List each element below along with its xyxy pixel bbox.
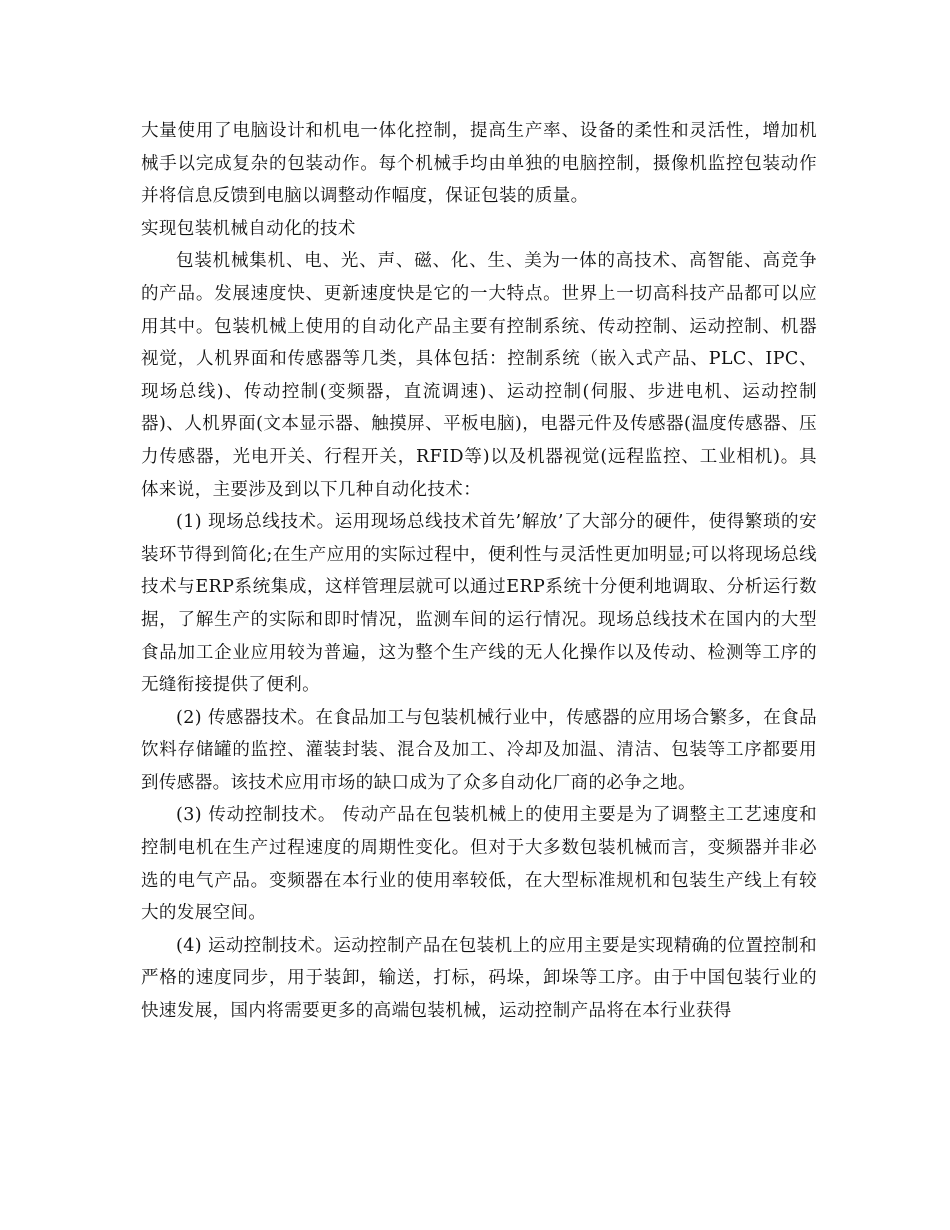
paragraph-intro-continued: 大量使用了电脑设计和机电一体化控制，提高生产率、设备的柔性和灵活性，增加机械手以完成复杂的包装动作。每个机械手均由单独的电脑控制，摄像机监控包装动作并将信息反馈到电脑以调整动作幅度，保证包装的质量。 xyxy=(141,121,817,207)
paragraph-overview: 包装机械集机、电、光、声、磁、化、生、美为一体的高技术、高智能、高竞争的产品。发展速度快、更新速度快是它的一大特点。世界上一切高科技产品都可以应用其中。包装机械上使用的自动化产品主要有控制系统、传动控制、运动控制、机器视觉，人机界面和传感器等几类，具体包括：控制系统（嵌入式产品、PLC、IPC、现场总线)、传动控制(变频器，直流调速)、运动控制(伺服、步进电机、运动控制器)、人机界面(文本显示器、触摸屏、平板电脑)，电器元件及传感器(温度传感器、压力传感器，光电开关、行程开关，RFID等)以及机器视觉(远程监控、工业相机)。具体来说，主要涉及到以下几种自动化技术： xyxy=(141,251,817,500)
paragraph-drive-control: (3) 传动控制技术。 传动产品在包装机械上的使用主要是为了调整主工艺速度和控制电机在生产过程速度的周期性变化。但对于大多数包装机械而言，变频器并非必选的电气产品。变频器在本行业的使用率较低，在大型标准规机和包装生产线上有较大的发展空间。 xyxy=(141,805,817,924)
paragraph-sensor: (2) 传感器技术。在食品加工与包装机械行业中，传感器的应用场合繁多，在食品饮料存储罐的监控、灌装封装、混合及加工、冷却及加温、清洁、包装等工序都要用到传感器。该技术应用市场的缺口成为了众多自动化厂商的必争之地。 xyxy=(141,707,817,793)
section-heading: 实现包装机械自动化的技术 xyxy=(141,218,356,239)
document-page xyxy=(141,115,817,1028)
paragraph-fieldbus: (1) 现场总线技术。运用现场总线技术首先’解放’了大部分的硬件，使得繁琐的安装环节得到简化;在生产应用的实际过程中，便利性与灵活性更加明显;可以将现场总线技术与ERP系统集成，这样管理层就可以通过ERP系统十分便利地调取、分析运行数据，了解生产的实际和即时情况，监测车间的运行情况。现场总线技术在国内的大型食品加工企业应用较为普遍，这为整个生产线的无人化操作以及传动、检测等工序的无缝衔接提供了便利。 xyxy=(141,512,817,696)
paragraph-motion-control: (4) 运动控制技术。运动控制产品在包装机上的应用主要是实现精确的位置控制和严格的速度同步，用于装卸，输送，打标，码垛，卸垛等工序。由于中国包装行业的快速发展，国内将需要更多的高端包装机械，运动控制产品将在本行业获得 xyxy=(141,935,817,1022)
